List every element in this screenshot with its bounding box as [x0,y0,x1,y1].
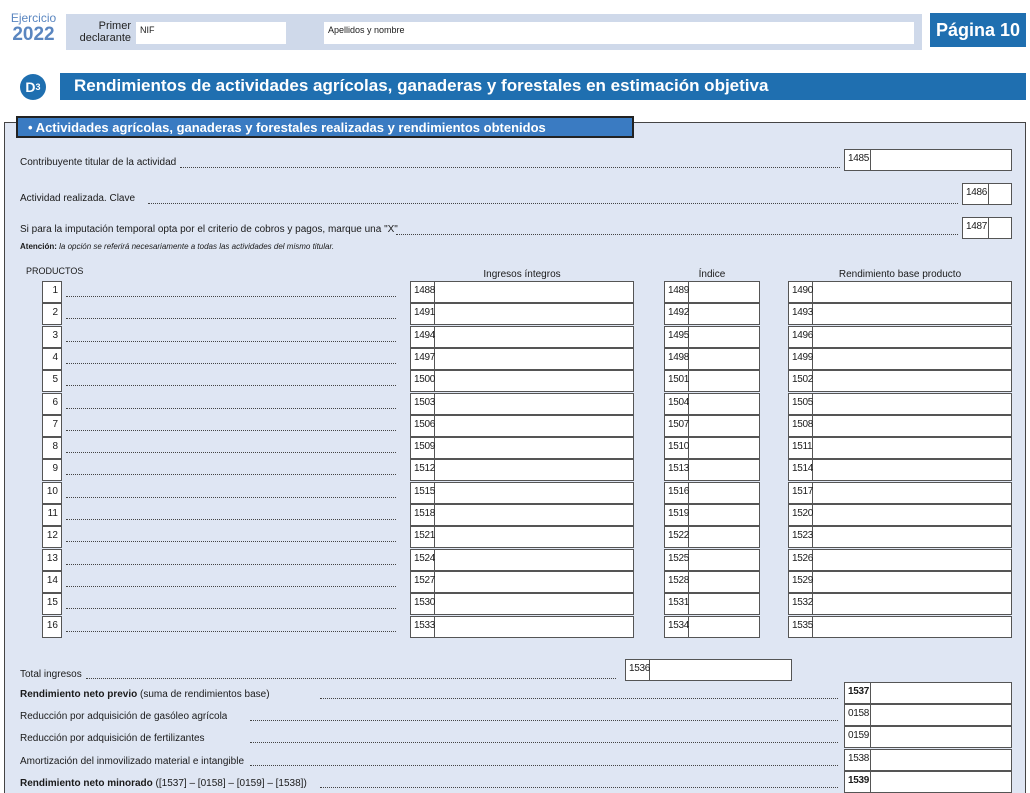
indice-field[interactable] [664,526,760,548]
producto-num: 7 [42,415,62,437]
indice-field[interactable] [664,303,760,325]
total-row-label-text: Reducción por adquisición de fertilizantes [20,733,205,744]
indice-field-code: 1513 [665,460,689,480]
ingresos-field-code: 1533 [411,617,435,637]
indice-field[interactable] [664,348,760,370]
indice-field-code: 1498 [665,349,689,369]
rendimiento-field-code: 1514 [789,460,813,480]
total-row-label [20,711,227,722]
ingresos-field[interactable] [410,326,634,348]
field-1487-code: 1487 [963,218,989,238]
section-badge [20,74,46,100]
rendimiento-field-code: 1490 [789,282,813,302]
indice-field[interactable] [664,370,760,392]
page-number: Página 10 [930,13,1026,47]
total-field-code: 0158 [845,705,871,725]
rendimiento-field-code: 1511 [789,438,813,458]
producto-num: 16 [42,616,62,638]
producto-dots[interactable] [66,430,396,431]
ingresos-field[interactable] [410,571,634,593]
indice-field-code: 1519 [665,505,689,525]
ingresos-field[interactable] [410,370,634,392]
producto-dots[interactable] [66,586,396,587]
apellidos-nombre-field[interactable]: Apellidos y nombre [324,22,914,44]
rendimiento-field-code: 1520 [789,505,813,525]
rendimiento-field-code: 1517 [789,483,813,503]
titular-label: Contribuyente titular de la actividad [20,157,177,168]
indice-field[interactable] [664,437,760,459]
ingresos-field-code: 1491 [411,304,435,324]
producto-dots[interactable] [66,564,396,565]
imputacion-dots [396,234,958,235]
ejercicio-label: Ejercicio [10,11,57,25]
rendimiento-field[interactable] [788,281,1012,303]
rendimiento-field-code: 1505 [789,394,813,414]
rendimiento-field-code: 1496 [789,327,813,347]
indice-field-code: 1501 [665,371,689,391]
producto-num: 12 [42,526,62,548]
field-1487[interactable] [962,217,1012,239]
ingresos-field[interactable] [410,549,634,571]
total-row-label-text: Reducción por adquisición de gasóleo agrícola [20,711,228,722]
ingresos-field[interactable] [410,415,634,437]
ingresos-field-code: 1524 [411,550,435,570]
col-ingresos-header: Ingresos íntegros [483,269,561,280]
ingresos-field-code: 1530 [411,594,435,614]
rendimiento-field[interactable] [788,571,1012,593]
total-row-label-bold: Rendimiento neto minorado [20,778,153,789]
indice-field-code: 1492 [665,304,689,324]
rendimiento-field[interactable] [788,526,1012,548]
rendimiento-field[interactable] [788,326,1012,348]
actividad-dots [148,203,958,204]
producto-dots[interactable] [66,408,396,409]
ingresos-field[interactable] [410,303,634,325]
rendimiento-field-code: 1529 [789,572,813,592]
indice-field[interactable] [664,393,760,415]
rendimiento-field-code: 1493 [789,304,813,324]
total-row-label-text: Amortización del inmovilizado material e intangible [20,756,244,767]
total-field-code: 0159 [845,727,871,747]
rendimiento-field[interactable] [788,504,1012,526]
rendimiento-field[interactable] [788,370,1012,392]
indice-field-code: 1504 [665,394,689,414]
indice-field[interactable] [664,415,760,437]
total-field[interactable] [844,771,1012,793]
indice-field[interactable] [664,482,760,504]
total-field[interactable] [844,749,1012,771]
indice-field-code: 1522 [665,527,689,547]
field-1486[interactable] [962,183,1012,205]
producto-num: 11 [42,504,62,526]
primer-declarante-label: Primer declarante [79,20,131,44]
total-ingresos-dots [86,678,616,679]
producto-num: 1 [42,281,62,303]
total-field-code: 1538 [845,750,871,770]
imputacion-label: Si para la imputación temporal opta por el criterio de cobros y pagos, marque una "X" [20,224,398,235]
ingresos-field-code: 1527 [411,572,435,592]
atencion-bold: Atención: [20,242,57,251]
subsection-title: • Actividades agrícolas, ganaderas y forestales realizadas y rendimientos obtenidos [16,116,634,138]
field-1536-code: 1536 [626,660,650,680]
total-row-label [20,756,244,767]
ingresos-field-code: 1500 [411,371,435,391]
field-1486-code: 1486 [963,184,989,204]
indice-field[interactable] [664,616,760,638]
indice-field-code: 1489 [665,282,689,302]
indice-field-code: 1534 [665,617,689,637]
ingresos-field-code: 1512 [411,460,435,480]
ingresos-field[interactable] [410,616,634,638]
ingresos-field-code: 1515 [411,483,435,503]
field-1485-code: 1485 [845,150,871,170]
total-field[interactable] [844,726,1012,748]
total-field[interactable] [844,704,1012,726]
producto-num: 9 [42,459,62,481]
producto-num: 10 [42,482,62,504]
nif-field[interactable]: NIF [136,22,286,44]
ingresos-field-code: 1497 [411,349,435,369]
total-row-label-bold: Rendimiento neto previo [20,689,138,700]
rendimiento-field[interactable] [788,437,1012,459]
indice-field[interactable] [664,459,760,481]
ejercicio-year: 2022 [12,24,55,45]
total-row-label [20,733,205,744]
producto-dots[interactable] [66,497,396,498]
total-row-dots [320,787,838,788]
rendimiento-field[interactable] [788,393,1012,415]
producto-dots[interactable] [66,341,396,342]
producto-num: 14 [42,571,62,593]
atencion-note [20,242,334,251]
ingresos-field-code: 1488 [411,282,435,302]
ingresos-field-code: 1521 [411,527,435,547]
indice-field[interactable] [664,281,760,303]
ingresos-field-code: 1518 [411,505,435,525]
ingresos-field-code: 1503 [411,394,435,414]
indice-field[interactable] [664,504,760,526]
total-row-label [20,689,270,700]
indice-field-code: 1531 [665,594,689,614]
section-title: Rendimientos de actividades agrícolas, ganaderas y forestales en estimación objetiva [60,73,1026,100]
producto-dots[interactable] [66,318,396,319]
rendimiento-field-code: 1526 [789,550,813,570]
producto-dots[interactable] [66,608,396,609]
indice-field-code: 1525 [665,550,689,570]
atencion-text: la opción se referirá necesariamente a todas las actividades del mismo titular. [56,242,335,251]
producto-num: 6 [42,393,62,415]
total-row-dots [250,742,838,743]
producto-dots[interactable] [66,519,396,520]
field-1485[interactable] [844,149,1012,171]
total-row-dots [320,698,838,699]
total-row-dots [250,720,838,721]
ingresos-field-code: 1509 [411,438,435,458]
ingresos-field[interactable] [410,393,634,415]
rendimiento-field-code: 1532 [789,594,813,614]
ingresos-field[interactable] [410,348,634,370]
total-row-label-text: ([1537] – [0158] – [0159] – [1538]) [152,778,307,789]
ingresos-field-code: 1506 [411,416,435,436]
producto-dots[interactable] [66,541,396,542]
ingresos-field[interactable] [410,459,634,481]
rendimiento-field[interactable] [788,616,1012,638]
rendimiento-field[interactable] [788,482,1012,504]
producto-dots[interactable] [66,296,396,297]
ingresos-field[interactable] [410,504,634,526]
producto-num: 3 [42,326,62,348]
total-field-code: 1537 [845,683,871,703]
rendimiento-field[interactable] [788,593,1012,615]
panel-divider [634,122,1026,123]
productos-label: PRODUCTOS [26,266,84,276]
actividad-label: Actividad realizada. Clave [20,193,136,204]
ingresos-field-code: 1494 [411,327,435,347]
rendimiento-field[interactable] [788,303,1012,325]
rendimiento-field[interactable] [788,415,1012,437]
producto-dots[interactable] [66,385,396,386]
total-field[interactable] [844,682,1012,704]
indice-field-code: 1507 [665,416,689,436]
indice-field[interactable] [664,326,760,348]
section-badge-sub: 3 [35,82,41,92]
rendimiento-field-code: 1499 [789,349,813,369]
indice-field[interactable] [664,593,760,615]
producto-num: 15 [42,593,62,615]
total-field-code: 1539 [845,772,871,792]
col-indice-header: Índice [698,269,726,280]
producto-dots[interactable] [66,631,396,632]
producto-num: 2 [42,303,62,325]
ingresos-field[interactable] [410,526,634,548]
rendimiento-field-code: 1508 [789,416,813,436]
titular-dots [180,167,840,168]
producto-dots[interactable] [66,452,396,453]
indice-field-code: 1516 [665,483,689,503]
indice-field[interactable] [664,549,760,571]
producto-num: 8 [42,437,62,459]
producto-dots[interactable] [66,474,396,475]
rendimiento-field[interactable] [788,459,1012,481]
total-row-label [20,778,307,789]
rendimiento-field-code: 1502 [789,371,813,391]
rendimiento-field[interactable] [788,549,1012,571]
ingresos-field[interactable] [410,281,634,303]
field-1536[interactable] [625,659,792,681]
rendimiento-field[interactable] [788,348,1012,370]
producto-dots[interactable] [66,363,396,364]
section-badge-letter: D [25,79,36,95]
total-ingresos-label: Total ingresos [20,669,82,680]
producto-num: 4 [42,348,62,370]
indice-field-code: 1510 [665,438,689,458]
ingresos-field[interactable] [410,437,634,459]
indice-field-code: 1495 [665,327,689,347]
ingresos-field[interactable] [410,482,634,504]
total-row-dots [250,765,838,766]
ingresos-field[interactable] [410,593,634,615]
indice-field[interactable] [664,571,760,593]
indice-field-code: 1528 [665,572,689,592]
col-rendimiento-header: Rendimiento base producto [838,269,962,280]
producto-num: 5 [42,370,62,392]
ejercicio [6,12,61,45]
rendimiento-field-code: 1535 [789,617,813,637]
total-row-label-text: (suma de rendimientos base) [137,689,270,700]
declarante-band [66,14,922,50]
producto-num: 13 [42,549,62,571]
rendimiento-field-code: 1523 [789,527,813,547]
